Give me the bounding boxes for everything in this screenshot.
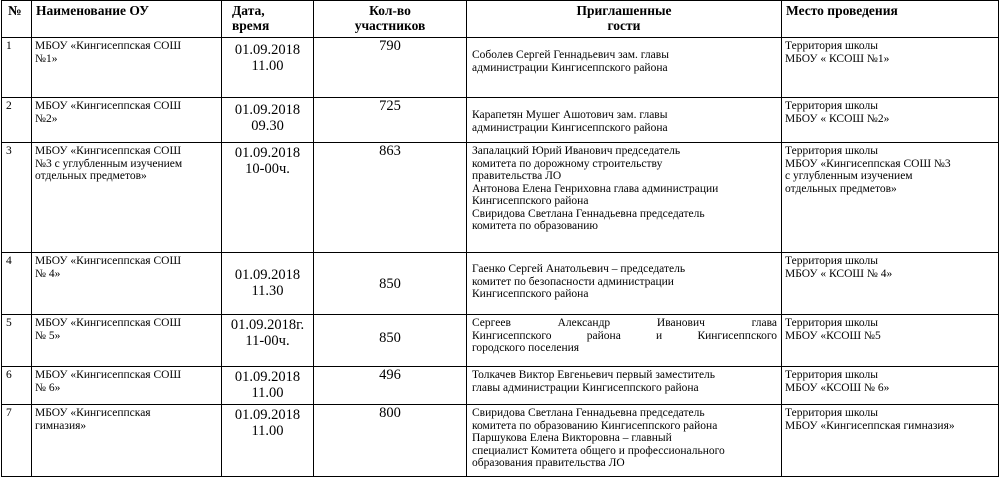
event-location-line: МБОУ « КСОШ №2» — [785, 112, 890, 125]
invited-guests-line: Запалацкий Юрий Иванович председатель — [472, 145, 681, 157]
table-body — [2, 38, 999, 477]
header-count-line1: Кол-во — [369, 3, 411, 18]
event-location-line: Территория школы — [785, 40, 878, 52]
invited-guests-line: Сергеев Александр Иванович глава — [472, 317, 777, 329]
invited-guests — [467, 143, 782, 253]
school-name-line: №2» — [35, 112, 58, 125]
table-row — [2, 315, 999, 367]
invited-guests-line: комитета по образованию Кингисеппского района — [472, 419, 718, 432]
invited-guests-line: комитета по образованию — [472, 220, 598, 232]
header-name: Наименование ОУ — [32, 1, 222, 38]
header-count-line2: участников — [354, 18, 426, 33]
row-number: 5 — [2, 315, 32, 367]
event-location — [782, 98, 999, 143]
invited-guests-line: комитет по безопасности администрации — [472, 275, 674, 288]
table-row — [2, 38, 999, 98]
header-date-line2: время — [232, 18, 270, 33]
school-name-line: № 6» — [35, 381, 61, 394]
invited-guests-line: Соболев Сергей Геннадьевич зам. главы — [472, 49, 669, 61]
event-datetime-line: 10-00ч. — [245, 161, 290, 177]
event-datetime — [222, 38, 314, 98]
event-location-line: Территория школы — [785, 145, 878, 157]
invited-guests — [467, 253, 782, 315]
event-datetime-line: 01.09.2018 — [234, 102, 301, 118]
row-number: 3 — [2, 143, 32, 253]
participant-count: 790 — [314, 38, 467, 98]
invited-guests-line: Паршукова Елена Викторовна – главный — [472, 432, 672, 444]
invited-guests-line: городского поселения — [472, 342, 580, 354]
school-name — [32, 38, 222, 98]
school-name — [32, 315, 222, 367]
participant-count: 863 — [314, 143, 467, 253]
participant-count: 725 — [314, 98, 467, 143]
invited-guests-line: Свиридова Светлана Геннадьевна председатель — [472, 207, 705, 220]
header-guests — [467, 1, 782, 38]
event-datetime — [222, 98, 314, 143]
school-name-line: МБОУ «Кингисеппская СОШ — [35, 40, 182, 52]
invited-guests-line: Толкачев Виктор Евгеньевич первый заместитель — [472, 369, 716, 381]
event-location-line: МБОУ « КСОШ № 4» — [785, 267, 893, 280]
school-name — [32, 98, 222, 143]
school-name-line: отдельных предметов» — [35, 170, 147, 182]
event-datetime-line: 11.00 — [251, 385, 284, 401]
table-row — [2, 367, 999, 405]
school-name-line: №3 с углубленным изучением — [35, 157, 183, 170]
invited-guests-line: специалист Комитета общего и профессионального — [472, 444, 725, 457]
school-name-line: МБОУ «Кингисеппская СОШ — [35, 145, 182, 157]
header-place: Место проведения — [782, 1, 999, 38]
row-number: 6 — [2, 367, 32, 405]
school-name-line: №1» — [35, 52, 58, 65]
header-count — [314, 1, 467, 38]
invited-guests-line: Антонова Елена Генриховна глава администрации — [472, 182, 719, 195]
event-location-line: Территория школы — [785, 369, 878, 381]
event-location — [782, 315, 999, 367]
table-row — [2, 405, 999, 477]
event-datetime-line: 11.00 — [251, 423, 284, 439]
invited-guests-line: Кингисеппского района — [472, 195, 589, 207]
invited-guests — [467, 405, 782, 477]
event-datetime-line: 11.30 — [251, 283, 284, 299]
school-name-line: МБОУ «Кингисеппская СОШ — [35, 317, 182, 329]
row-number: 4 — [2, 253, 32, 315]
invited-guests — [467, 367, 782, 405]
invited-guests-line: администрации Кингисеппского района — [472, 61, 668, 74]
event-location — [782, 143, 999, 253]
events-table — [1, 0, 999, 477]
school-name-line: гимназия» — [35, 419, 87, 432]
event-location — [782, 253, 999, 315]
event-location-line: с углубленным изучением — [785, 170, 913, 182]
table-row — [2, 98, 999, 143]
invited-guests-line: главы администрации Кингисеппского района — [472, 381, 699, 394]
school-name-line: МБОУ «Кингисеппская СОШ — [35, 369, 182, 381]
invited-guests-line: Кингисеппского района — [472, 288, 589, 300]
event-location — [782, 405, 999, 477]
event-location-line: отдельных предметов» — [785, 182, 897, 195]
event-datetime — [222, 405, 314, 477]
school-name — [32, 405, 222, 477]
participant-count: 496 — [314, 367, 467, 405]
school-name — [32, 253, 222, 315]
school-name-line: № 5» — [35, 329, 61, 342]
header-guests-line1: Приглашенные — [576, 3, 672, 18]
event-location-line: Территория школы — [785, 100, 878, 112]
table-row — [2, 143, 999, 253]
participant-count: 850 — [314, 253, 467, 315]
participant-count: 800 — [314, 405, 467, 477]
events-table-wrapper — [1, 0, 999, 477]
event-location-line: Территория школы — [785, 407, 878, 419]
school-name-line: МБОУ «Кингисеппская СОШ — [35, 100, 182, 112]
event-datetime-line: 09.30 — [251, 118, 284, 134]
event-location-line: Территория школы — [785, 255, 878, 267]
event-datetime-line: 01.09.2018 — [234, 145, 301, 161]
event-datetime — [222, 367, 314, 405]
school-name — [32, 367, 222, 405]
invited-guests — [467, 98, 782, 143]
event-datetime-line: 01.09.2018 — [234, 42, 301, 58]
invited-guests-line: Карапетян Мушег Ашотович зам. главы — [472, 109, 668, 121]
header-guests-line2: гости — [607, 18, 641, 33]
invited-guests-line: Свиридова Светлана Геннадьевна председатель — [472, 407, 705, 419]
event-location-line: МБОУ «КСОШ №5 — [785, 329, 881, 342]
event-location-line: Территория школы — [785, 317, 878, 329]
table-row — [2, 253, 999, 315]
row-number: 1 — [2, 38, 32, 98]
invited-guests-line: Кингисеппского района и Кингисеппского — [472, 329, 777, 342]
invited-guests — [467, 38, 782, 98]
event-datetime — [222, 315, 314, 367]
event-datetime-line: 01.09.2018 — [234, 267, 301, 283]
event-location — [782, 38, 999, 98]
header-date-line1: Дата, — [232, 3, 265, 18]
school-name — [32, 143, 222, 253]
event-datetime-line: 01.09.2018 — [234, 369, 301, 385]
event-location-line: МБОУ «Кингисеппская гимназия» — [785, 419, 955, 432]
invited-guests-line: образования правительства ЛО — [472, 457, 625, 469]
school-name-line: МБОУ «Кингисеппская СОШ — [35, 255, 182, 267]
header-date — [222, 1, 314, 38]
school-name-line: № 4» — [35, 267, 61, 280]
event-datetime-line: 11.00 — [251, 58, 284, 74]
event-datetime-line: 01.09.2018 — [234, 407, 301, 423]
participant-count: 850 — [314, 315, 467, 367]
event-datetime — [222, 143, 314, 253]
invited-guests-line: Гаенко Сергей Анатольевич – председатель — [472, 263, 686, 275]
event-location — [782, 367, 999, 405]
event-datetime — [222, 253, 314, 315]
row-number: 2 — [2, 98, 32, 143]
event-datetime-line: 01.09.2018г. — [230, 317, 305, 333]
invited-guests — [467, 315, 782, 367]
row-number: 7 — [2, 405, 32, 477]
event-datetime-line: 11-00ч. — [245, 333, 290, 349]
invited-guests-line: правительства ЛО — [472, 170, 562, 182]
table-header-row — [2, 1, 999, 38]
invited-guests-line: комитета по дорожному строительству — [472, 157, 663, 170]
event-location-line: МБОУ «Кингисеппская СОШ №3 — [785, 157, 951, 170]
school-name-line: МБОУ «Кингисеппская — [35, 407, 151, 419]
invited-guests-line: администрации Кингисеппского района — [472, 121, 668, 134]
event-location-line: МБОУ « КСОШ №1» — [785, 52, 890, 65]
header-num: № — [2, 1, 32, 38]
event-location-line: МБОУ «КСОШ № 6» — [785, 381, 890, 394]
